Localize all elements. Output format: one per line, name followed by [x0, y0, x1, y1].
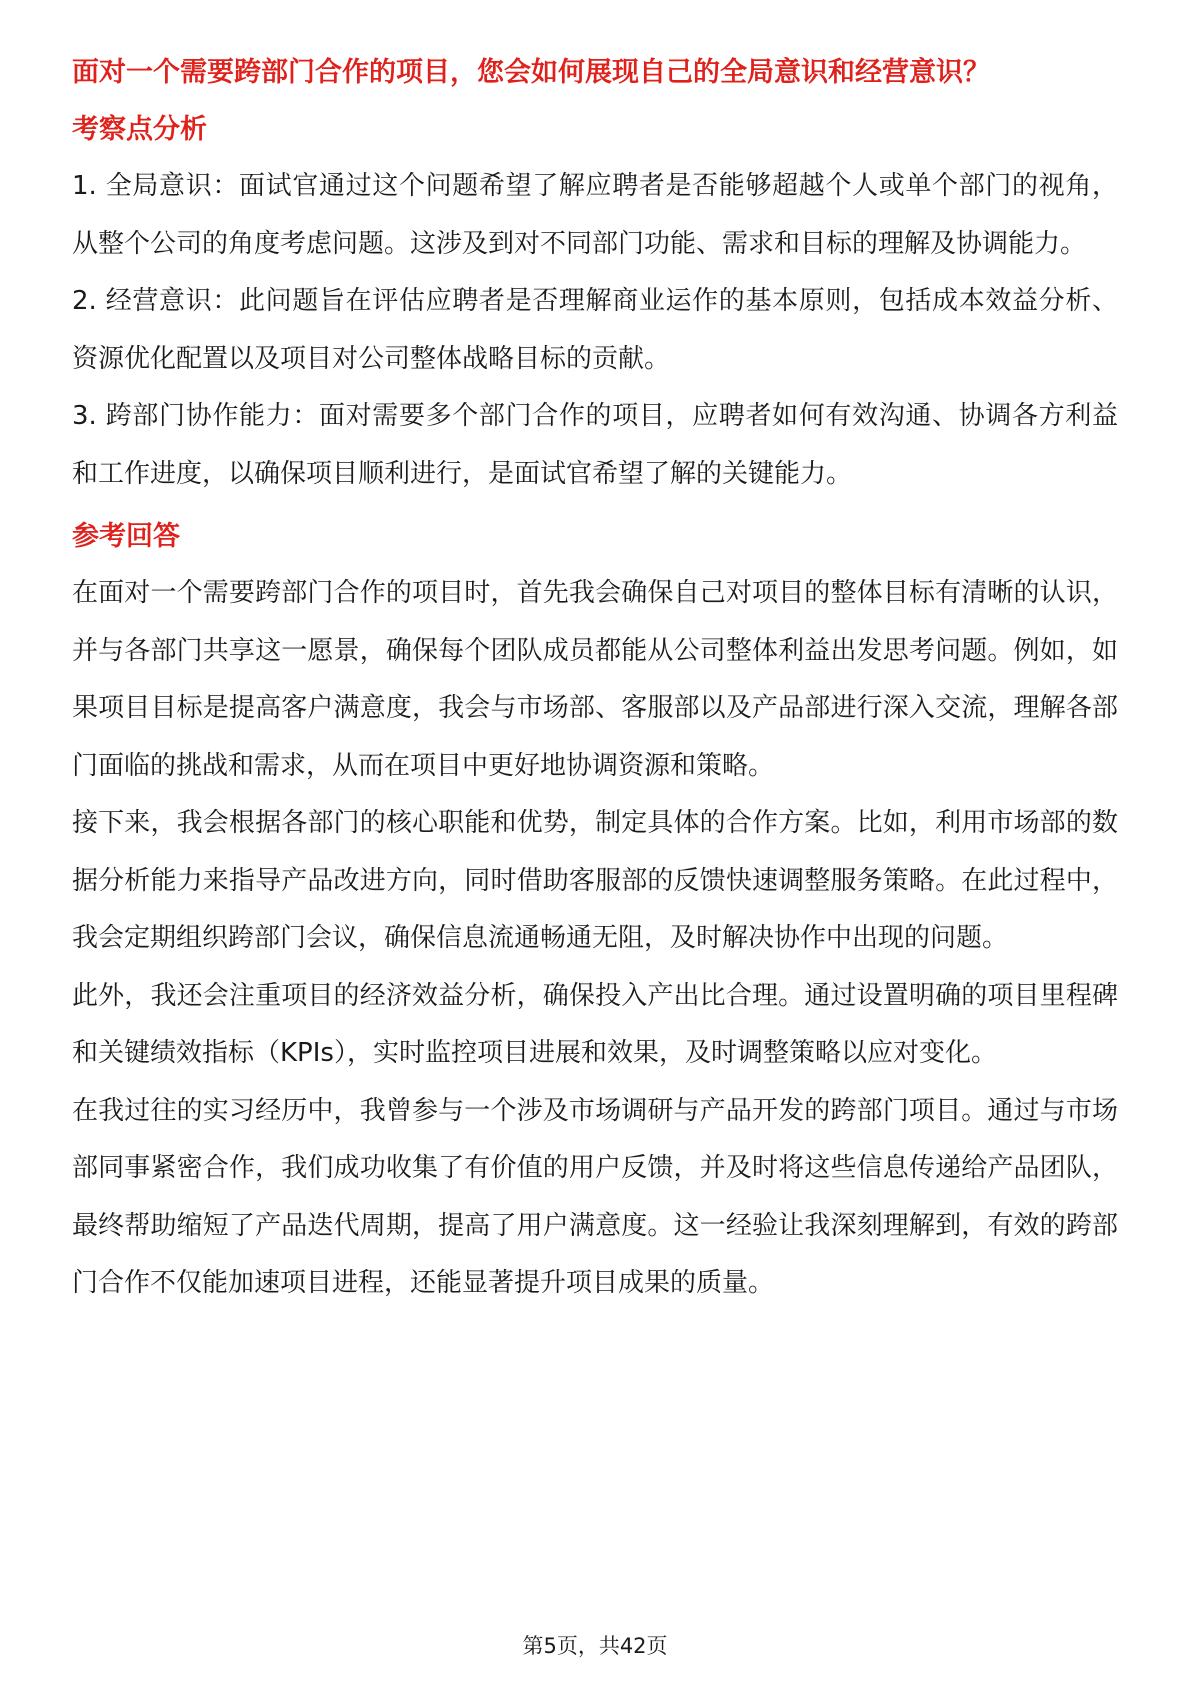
- answer-paragraph-1: 在面对一个需要跨部门合作的项目时，首先我会确保自己对项目的整体目标有清晰的认识，并与各部门共享这一愿景，确保每个团队成员都能从公司整体利益出发思考问题。例如，如果项目目标是提高客户满意度，我会与市场部、客服部以及产品部进行深入交流，理解各部门面临的挑战和需求，从而在项目中更好地协调资源和策略。: [72, 578, 1118, 781]
- answer-paragraph-3: 此外，我还会注重项目的经济效益分析，确保投入产出比合理。通过设置明确的项目里程碑和关键绩效指标（KPIs），实时监控项目进展和效果，及时调整策略以应对变化。: [72, 980, 1118, 1068]
- answer-paragraph-4: 在我过往的实习经历中，我曾参与一个涉及市场调研与产品开发的跨部门项目。通过与市场部同事紧密合作，我们成功收集了有价值的用户反馈，并及时将这些信息传递给产品团队，最终帮助缩短了产品迭代周期，提高了用户满意度。这一经验让我深刻理解到，有效的跨部门合作不仅能加速项目进程，还能显著提升项目成果的质量。: [72, 1095, 1118, 1298]
- analysis-point-3: 3. 跨部门协作能力：面对需要多个部门合作的项目，应聘者如何有效沟通、协调各方利益和工作进度，以确保项目顺利进行，是面试官希望了解的关键能力。: [72, 401, 1118, 489]
- analysis-point-1: 1. 全局意识：面试官通过这个问题希望了解应聘者是否能够超越个人或单个部门的视角，从整个公司的角度考虑问题。这涉及到对不同部门功能、需求和目标的理解及协调能力。: [72, 171, 1118, 259]
- answer-paragraph-2: 接下来，我会根据各部门的核心职能和优势，制定具体的合作方案。比如，利用市场部的数据分析能力来指导产品改进方向，同时借助客服部的反馈快速调整服务策略。在此过程中，我会定期组织跨部门会议，确保信息流通畅通无阻，及时解决协作中出现的问题。: [72, 808, 1118, 953]
- answer-section-title: 参考回答: [72, 521, 180, 552]
- question-heading: 面对一个需要跨部门合作的项目，您会如何展现自己的全局意识和经营意识？: [72, 57, 990, 88]
- document-page: [72, 44, 1118, 1313]
- analysis-section-title: 考察点分析: [72, 114, 207, 145]
- analysis-point-2: 2. 经营意识：此问题旨在评估应聘者是否理解商业运作的基本原则，包括成本效益分析、资源优化配置以及项目对公司整体战略目标的贡献。: [72, 286, 1118, 374]
- page-number-footer: 第5页，共42页: [522, 1634, 668, 1658]
